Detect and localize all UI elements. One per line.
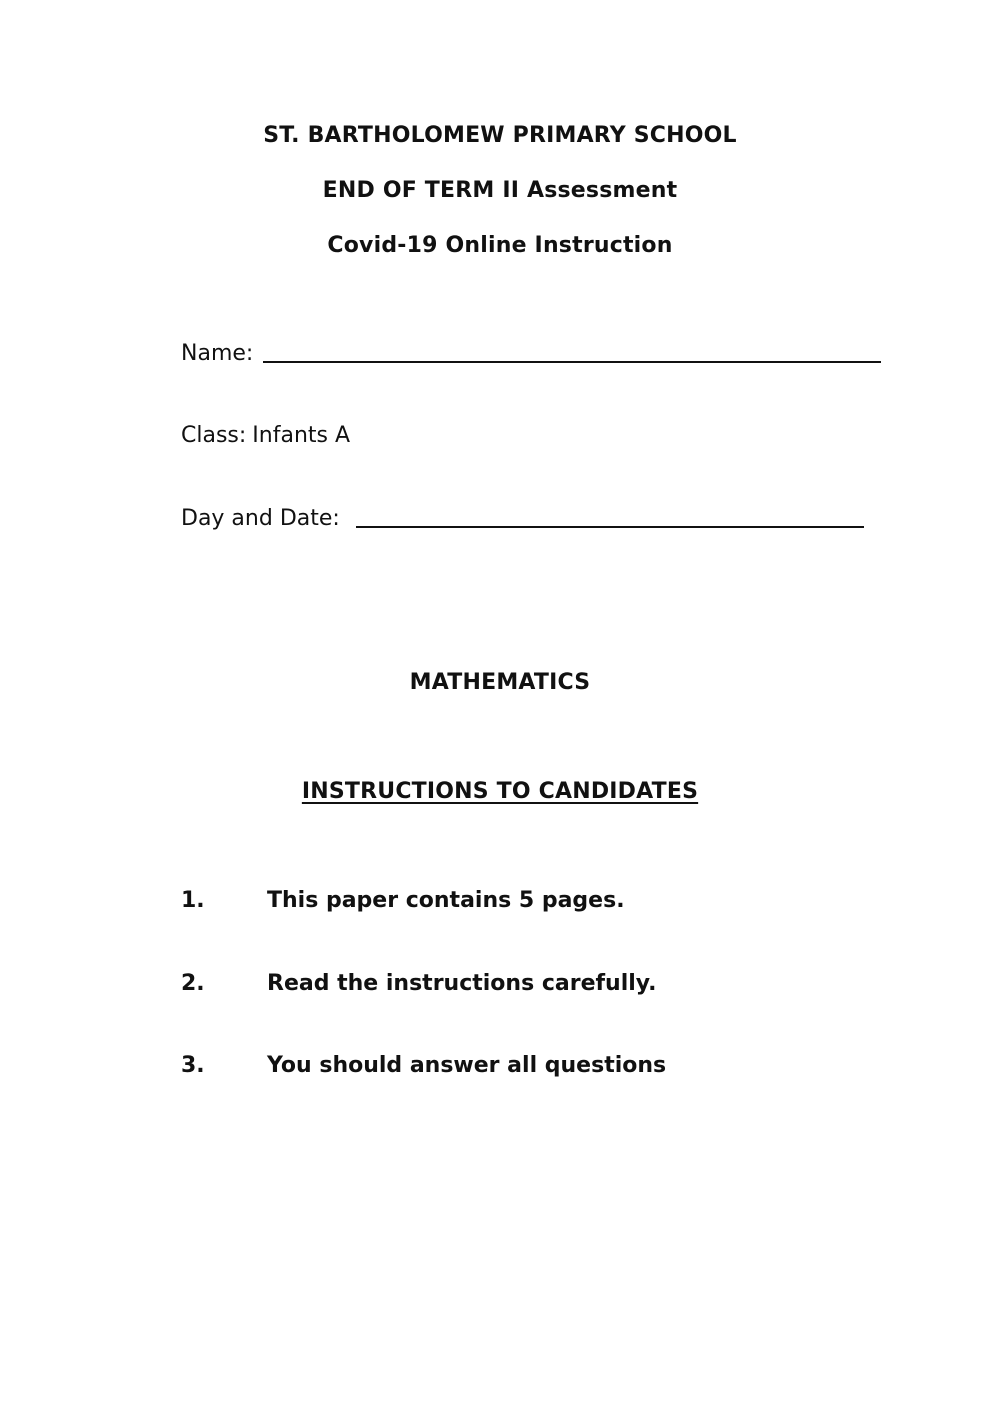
date-blank-line [356,526,864,528]
instructions-heading [0,779,1000,804]
instruction-number: 1. [181,888,205,913]
name-blank-line [263,361,881,363]
name-label: Name: [181,341,254,366]
date-label: Day and Date: [181,506,340,531]
instruction-text: You should answer all questions [267,1053,667,1078]
class-field-row [181,423,350,448]
instructions-heading-text: INSTRUCTIONS TO CANDIDATES [301,779,699,804]
subject-title: MATHEMATICS [409,670,591,695]
instruction-number: 3. [181,1053,205,1078]
class-label: Class: [181,423,247,448]
instruction-text: This paper contains 5 pages. [267,888,625,913]
school-name: ST. BARTHOLOMEW PRIMARY SCHOOL [263,123,737,148]
date-field-row [181,506,864,531]
term-title: END OF TERM II Assessment [322,178,678,203]
instruction-mode: Covid-19 Online Instruction [327,233,673,258]
class-value: Infants A [252,423,351,448]
name-field-row [181,341,881,366]
instruction-text: Read the instructions carefully. [267,971,657,996]
instruction-number: 2. [181,971,205,996]
